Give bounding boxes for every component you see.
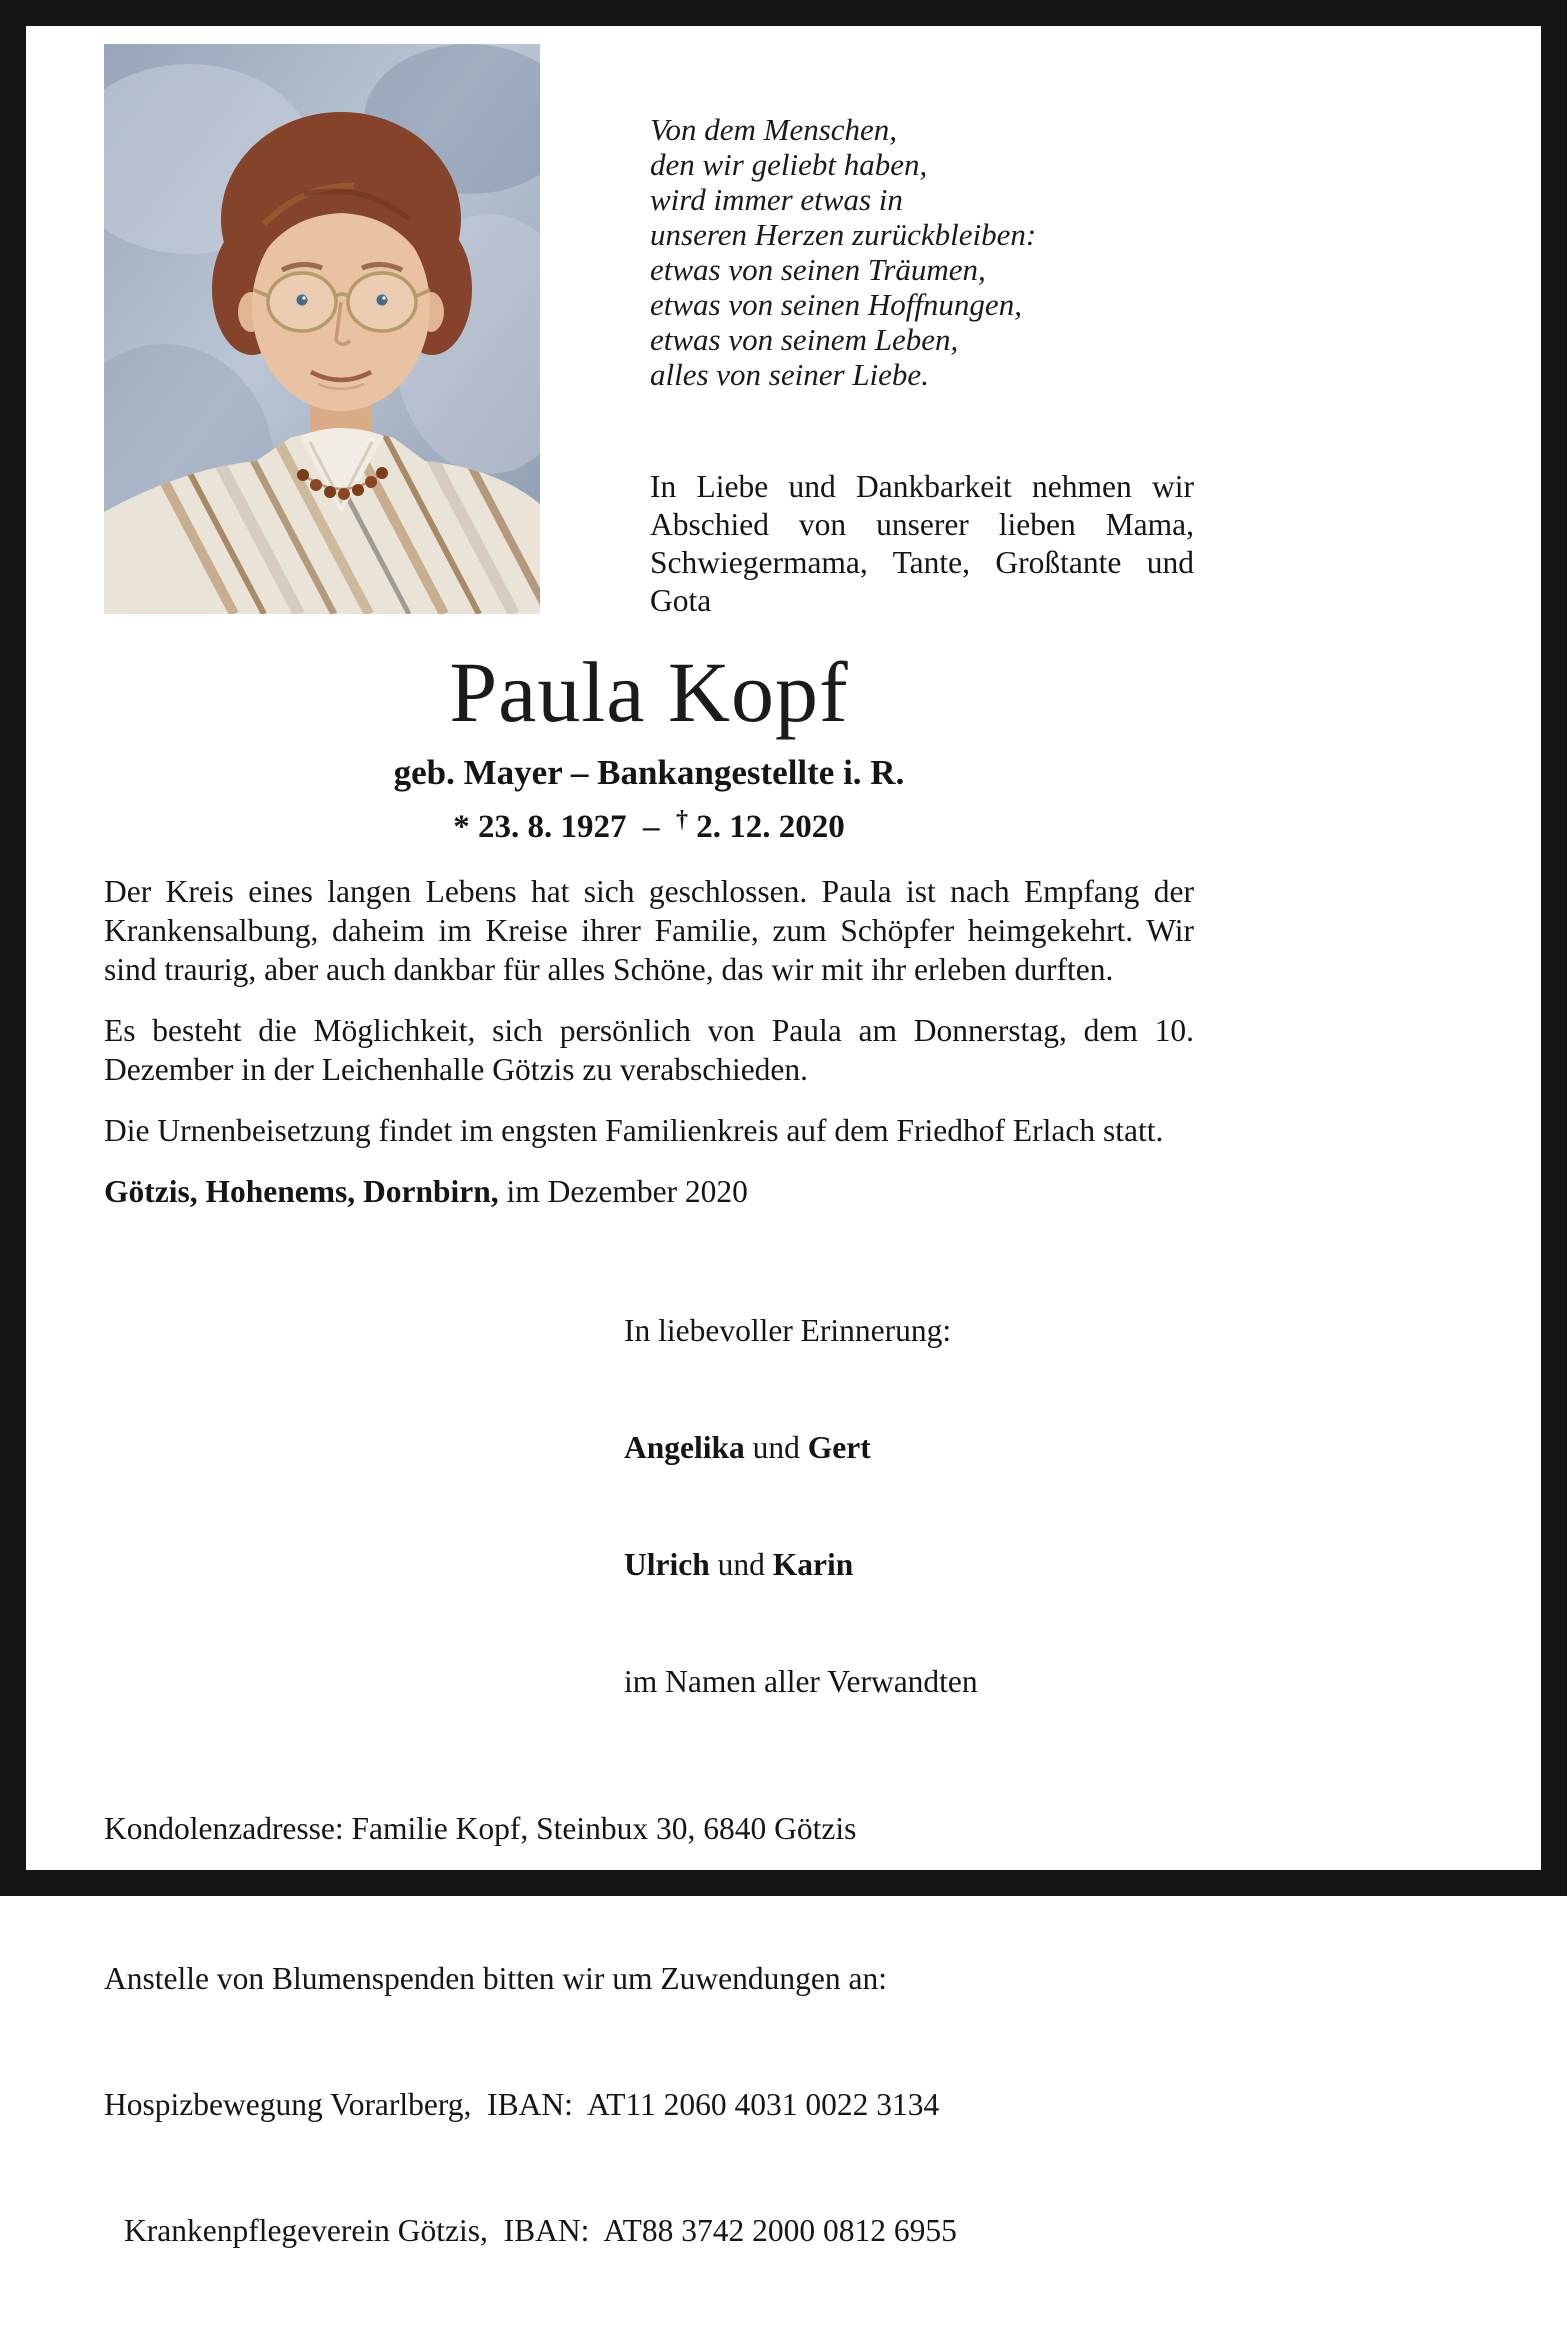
portrait-photo-illustration — [104, 44, 540, 614]
poem-line: etwas von seinem Leben, — [650, 322, 959, 357]
death-date: 2. 12. 2020 — [688, 809, 845, 846]
memorial-connector: und — [709, 1547, 773, 1583]
poem-line: unseren Herzen zurückbleiben: — [650, 217, 1037, 252]
deceased-name: Paula Kopf — [449, 644, 849, 740]
memorial-name: Karin — [772, 1547, 854, 1583]
poem-line: wird immer etwas in — [650, 182, 903, 217]
obituary-paragraph: Die Urnenbeisetzung findet im engsten Familienkreis auf dem Friedhof Erlach statt. — [104, 1113, 1164, 1149]
obituary-paragraph: Der Kreis eines langen Lebens hat sich geschlossen. Paula ist nach Empfang der Krankensalbung, daheim im Kreise ihrer Familie, zum Schöpfer heimgekehrt. Wir sind traurig, aber auch dankbar für alles Schöne, das wir mit ihr erleben durften. — [104, 874, 1194, 988]
death-dagger: † — [676, 807, 688, 834]
donations-block — [104, 1874, 1194, 2336]
cities: Götzis, Hohenems, Dornbirn, — [104, 1174, 499, 1210]
farewell-intro: In Liebe und Dankbarkeit nehmen wir Abschied von unserer lieben Mama, Schwiegermama, Tante, Großtante und Gota — [650, 469, 1194, 618]
memorial-footer: im Namen aller Verwandten — [624, 1664, 978, 1700]
memorial-name: Gert — [807, 1430, 871, 1466]
poem-line: Von dem Menschen, — [650, 112, 898, 147]
condolence-address: Kondolenzadresse: Familie Kopf, Steinbux 30, 6840 Götzis — [104, 1811, 857, 1847]
poem — [650, 112, 1194, 392]
poem-line: alles von seiner Liebe. — [650, 357, 929, 392]
poem-line: etwas von seinen Träumen, — [650, 252, 986, 287]
memorial-line — [624, 1545, 1194, 1584]
birth-date: * 23. 8. 1927 – — [453, 809, 676, 846]
cities-date-line — [104, 1172, 1194, 1211]
top-section — [104, 44, 1194, 618]
donation-intro: Anstelle von Blumenspenden bitten wir um Zuwendungen an: — [104, 1961, 887, 1997]
donation-line: Krankenpflegeverein Götzis, IBAN: AT88 3742 2000 0812 6955 — [124, 2213, 957, 2249]
obituary-content — [104, 44, 1194, 2336]
name-block — [104, 644, 1194, 846]
life-dates — [104, 807, 1194, 846]
portrait-photo — [104, 44, 540, 614]
date-text: im Dezember 2020 — [498, 1174, 748, 1210]
top-right-column — [650, 44, 1194, 618]
memorial-connector: und — [744, 1430, 808, 1466]
memorial-line — [624, 1428, 1194, 1467]
deceased-subtitle: geb. Mayer – Bankangestellte i. R. — [393, 753, 905, 793]
memorial-block — [624, 1233, 1194, 1779]
poem-line: etwas von seinen Hoffnungen, — [650, 287, 1022, 322]
memorial-title: In liebevoller Erinnerung: — [624, 1313, 952, 1349]
donation-line: Hospizbewegung Vorarlberg, IBAN: AT11 2060 4031 0022 3134 — [104, 2087, 940, 2123]
poem-line: den wir geliebt haben, — [650, 147, 928, 182]
memorial-name: Ulrich — [624, 1547, 710, 1583]
memorial-name: Angelika — [624, 1430, 745, 1466]
obituary-paragraph: Es besteht die Möglichkeit, sich persönlich von Paula am Donnerstag, dem 10. Dezember in der Leichenhalle Götzis zu verabschieden. — [104, 1013, 1194, 1088]
